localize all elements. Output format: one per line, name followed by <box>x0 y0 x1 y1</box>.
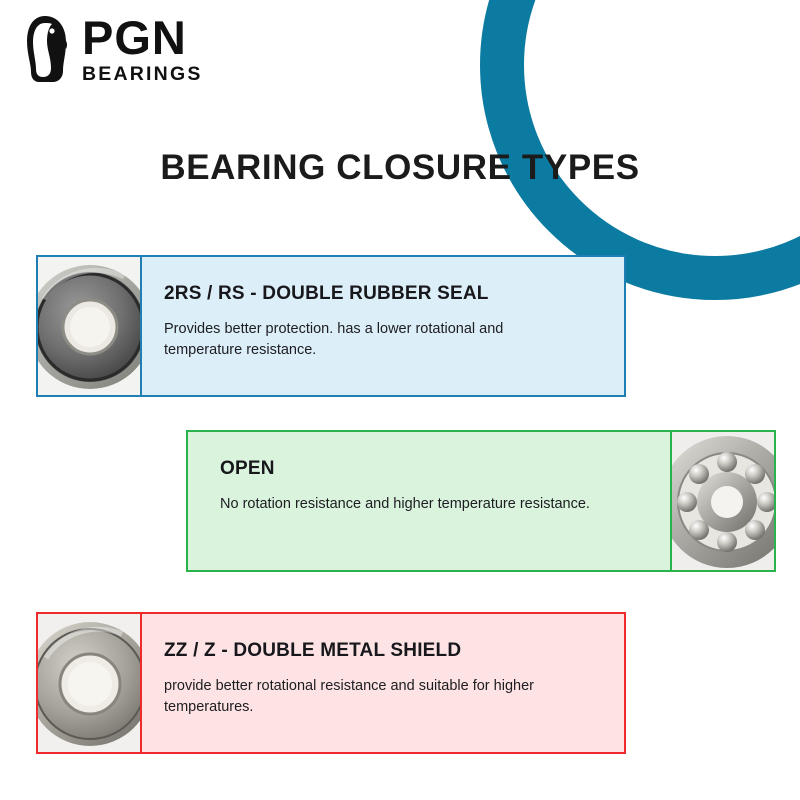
metal-shield-bearing-photo <box>38 614 142 752</box>
row-description: No rotation resistance and higher temperature resistance. <box>220 496 590 512</box>
page-title: BEARING CLOSURE TYPES <box>160 148 640 187</box>
brand-logo <box>22 11 203 85</box>
row-title: 2RS / RS - DOUBLE RUBBER SEAL <box>164 283 489 304</box>
row-description: provide better rotational resistance and suitable for higher temperatures. <box>164 678 534 715</box>
penguin-logo-icon <box>22 14 68 84</box>
brand-subtitle: BEARINGS <box>82 63 203 85</box>
brand-name: PGN <box>82 11 187 64</box>
closure-type-row <box>36 255 626 397</box>
open-bearing-photo <box>670 432 774 570</box>
closure-type-row <box>186 430 776 572</box>
rubber-seal-bearing-photo <box>38 257 142 395</box>
row-title: ZZ / Z - DOUBLE METAL SHIELD <box>164 640 462 661</box>
closure-type-row <box>36 612 626 754</box>
row-text <box>142 614 624 752</box>
row-description: Provides better protection. has a lower rotational and temperature resistance. <box>164 321 504 358</box>
row-title: OPEN <box>220 458 275 479</box>
row-text <box>142 257 624 395</box>
row-text <box>188 432 670 570</box>
